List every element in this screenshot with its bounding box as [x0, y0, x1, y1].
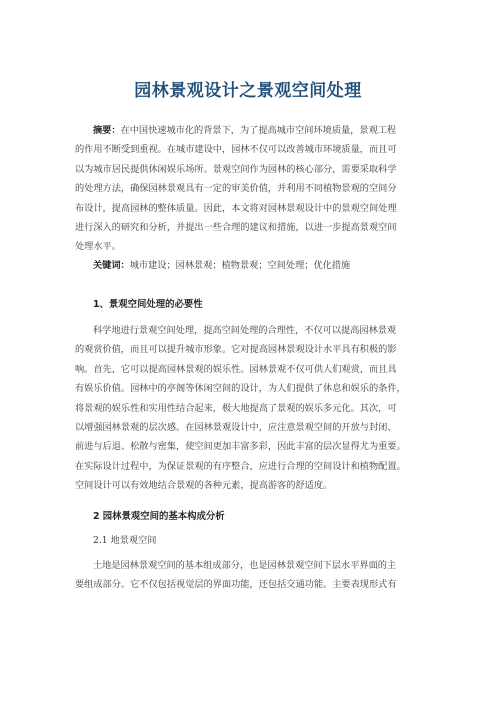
paragraph-line: 科学地进行景观空间处理，提高空间处理的合理性，不仅可以提高园林景观	[93, 325, 397, 336]
keywords-text: 城市建设；园林景观；植物景观；空间处理；优化措施	[129, 260, 351, 271]
abstract-line: 布设计，提高园林的整体质量。因此，本文将对园林景观设计中的景观空间处理	[75, 202, 397, 214]
abstract-label: 摘要：	[93, 125, 121, 136]
section-2-1-heading: 2.1 地景观空间	[93, 535, 157, 546]
abstract-line: 处理水平。	[75, 241, 121, 253]
section-2-body	[75, 556, 420, 595]
section-1-heading: 1、景观空间处理的必要性	[93, 299, 203, 310]
abstract	[75, 121, 420, 257]
paragraph-line: 响。首先，它可以提高园林景观的娱乐性。园林景观不仅可供人们观赏，而且具	[75, 363, 397, 375]
abstract-line: 以为城市居民提供休闲娱乐场所。景观空间作为园林的核心部分，需要采取科学	[75, 163, 397, 175]
keywords-label: 关键词：	[93, 260, 130, 271]
document-title: 园林景观设计之景观空间处理	[134, 81, 362, 101]
paragraph-line: 土地是园林景观空间的基本组成部分，也是园林景观空间下层水平界面的主	[93, 560, 397, 571]
paragraph-line: 有娱乐价值。园林中的亭阁等休闲空间的设计，为人们提供了休息和娱乐的条件，	[75, 383, 406, 395]
section-1-body	[75, 321, 420, 496]
paragraph-line: 的观赏价值，而且可以提升城市形象。它对提高园林景观设计水平具有积极的影	[75, 344, 397, 356]
paragraph-line: 在实际设计过程中，为保证景观的有序整合，应进行合理的空间设计和植物配置。	[75, 460, 406, 472]
paragraph-line: 将景观的娱乐性和实用性结合起来，极大地提高了景观的娱乐多元化。其次，可	[75, 402, 397, 414]
abstract-line: 摘要：在中国快速城市化的背景下，为了提高城市空间环境质量，景观工程	[93, 125, 397, 136]
abstract-line: 的作用不断受到重视。在城市建设中，园林不仅可以改善城市环境质量，而且可	[75, 144, 397, 156]
paragraph-line: 要组成部分。它不仅包括视觉层的界面功能，还包括交通功能。主要表现形式有	[75, 579, 397, 591]
keywords	[75, 256, 420, 275]
paragraph-line: 前进与后退、松散与密集，使空间更加丰富多彩，因此丰富的层次显得尤为重要。	[75, 441, 406, 453]
abstract-line: 的处理方法，确保园林景观具有一定的审美价值，并利用不同植物景观的空间分	[75, 183, 397, 195]
section-2-heading: 2 园林景观空间的基本构成分析	[93, 511, 225, 522]
abstract-line: 进行深入的研究和分析，并提出一些合理的建议和措施，以进一步提高景观空间	[75, 222, 397, 234]
keywords-line	[75, 256, 420, 275]
paragraph-line: 以增强园林景观的层次感。在园林景观设计中，应注意景观空间的开放与封闭、	[75, 422, 397, 434]
paragraph-line: 空间设计可以有效地结合景观的各种元素，提高游客的舒适度。	[75, 480, 333, 492]
